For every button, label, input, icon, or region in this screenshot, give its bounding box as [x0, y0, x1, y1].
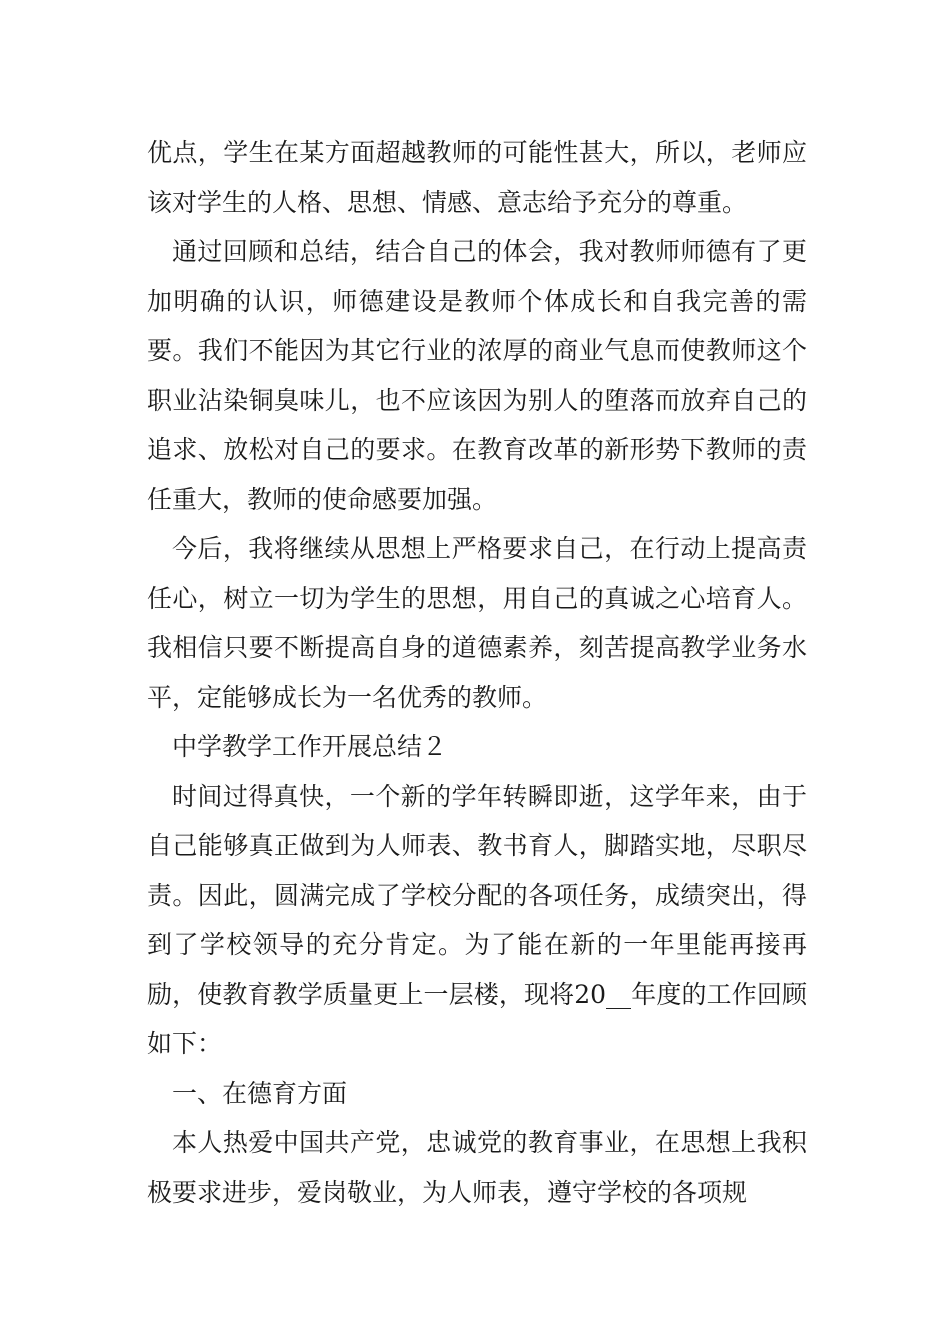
document-page — [147, 128, 807, 1217]
section-title-summary-2: 中学教学工作开展总结２ — [172, 732, 448, 761]
paragraph-moral-education: 本人热爱中国共产党，忠诚党的教育事业，在思想上我积极要求进步，爱岗敬业，为人师表，遵守学校的各项规 — [147, 1128, 807, 1207]
paragraph-year-review: 时间过得真快，一个新的学年转瞬即逝，这学年来，由于自己能够真正做到为人师表、教书育人，脚踏实地，尽职尽责。因此，圆满完成了学校分配的各项任务，成绩突出，得到了学校领导的充分肯定。为了能在新的一年里能再接再励，使教育教学质量更上一层楼，现将20__年度的工作回顾如下： — [147, 781, 807, 1058]
paragraph-teacher-ethics: 通过回顾和总结，结合自己的体会，我对教师师德有了更加明确的认识，师德建设是教师个体成长和自我完善的需要。我们不能因为其它行业的浓厚的商业气息而使教师这个职业沾染铜臭味儿，也不应该因为别人的堕落而放弃自己的追求、放松对自己的要求。在教育改革的新形势下教师的责任重大，教师的使命感要加强。 — [147, 237, 807, 514]
subsection-title-moral-education: 一、在德育方面 — [172, 1078, 348, 1108]
paragraph-future-plans: 今后，我将继续从思想上严格要求自己，在行动上提高责任心，树立一切为学生的思想，用自己的真诚之心培育人。我相信只要不断提高自身的道德素养，刻苦提高教学业务水平，定能够成长为一名优秀的教师。 — [147, 534, 807, 712]
paragraph-respect-students: 优点，学生在某方面超越教师的可能性甚大，所以，老师应该对学生的人格、思想、情感、意志给予充分的尊重。 — [147, 138, 807, 217]
